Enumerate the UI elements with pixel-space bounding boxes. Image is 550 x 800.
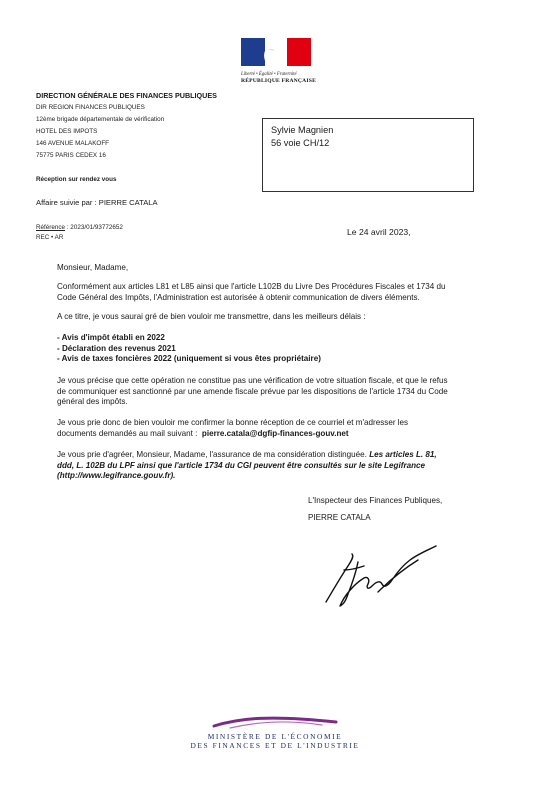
list-item: - Avis de taxes foncières 2022 (uniquement si vous êtes propriétaire) <box>57 354 321 364</box>
paragraph-confirmation-line-2 <box>57 429 408 440</box>
paragraph-warning <box>57 376 448 408</box>
recipient-address: 56 voie CH/12 <box>271 138 330 148</box>
legifrance-note-start: Les articles L. 81, <box>369 450 437 459</box>
paragraph-confirmation-line-1: Je vous prie donc de bien vouloir me confirmer la bonne réception de ce courriel et m'adresser les <box>57 418 409 427</box>
sender-line-3: HOTEL DES IMPOTS <box>36 128 98 135</box>
reference-line <box>36 224 123 231</box>
sender-line-2: 12ème brigade départementale de vérification <box>36 116 165 123</box>
sender-line-1: DIR REGION FINANCES PUBLIQUES <box>36 104 145 111</box>
email-address[interactable]: pierre.catala@dgfip-finances-gouv.net <box>201 428 349 438</box>
legifrance-note-line-2: ddd, L. 102B du LPF ainsi que l'article 1734 du CGI peuvent être consultés sur le site Legifrance <box>57 460 426 470</box>
ministry-footer <box>0 716 550 750</box>
letter-date: Le 24 avril 2023, <box>347 227 411 237</box>
sender-direction: DIRECTION GÉNÉRALE DES FINANCES PUBLIQUES <box>36 91 217 100</box>
republic-name: RÉPUBLIQUE FRANÇAISE <box>241 78 317 84</box>
paragraph-closing <box>57 450 437 482</box>
ministry-ribbon-icon <box>210 716 340 730</box>
requested-documents-list <box>57 333 321 365</box>
sender-line-4: 146 AVENUE MALAKOFF <box>36 140 110 147</box>
paragraph-legal-basis-line-1: Conformément aux articles L81 et L85 ainsi que l'article L102B du Livre Des Procédures Fiscales et 1734 du <box>57 282 446 291</box>
paragraph-warning-line-3: général des impôts. <box>57 397 128 407</box>
signatory-name: PIERRE CATALA <box>308 513 371 522</box>
email-prefix: documents demandés au mail suivant : <box>57 428 198 438</box>
paragraph-confirmation <box>57 418 408 439</box>
republique-francaise-logo <box>241 38 317 84</box>
paragraph-warning-line-2: de communiquer est sanctionné par une amende fiscale prévue par les dispositions de l'article 1734 du Code <box>57 386 448 396</box>
republic-motto: Liberté • Égalité • Fraternité <box>241 72 297 77</box>
recipient-name: Sylvie Magnien <box>271 125 334 135</box>
handwritten-signature <box>318 540 458 610</box>
reference-label: Référence <box>36 224 66 231</box>
closing-formula: Je vous prie d'agréer, Monsieur, Madame, l'assurance de ma considération distinguée. <box>57 450 367 459</box>
ministry-name-line-1: MINISTÈRE DE L'ÉCONOMIE <box>207 732 343 741</box>
list-item: - Avis d'impôt établi en 2022 <box>57 333 165 342</box>
paragraph-warning-line-1: Je vous précise que cette opération ne constitue pas une vérification de votre situation fiscale, et que le refus <box>57 376 448 385</box>
reception-note: Réception sur rendez vous <box>36 176 117 183</box>
salutation: Monsieur, Madame, <box>57 263 129 272</box>
affaire-suivie: Affaire suivie par : PIERRE CATALA <box>36 198 158 207</box>
paragraph-legal-basis-line-2: Code Général des Impôts, l'Administration est autorisée à obtenir communication de divers éléments. <box>57 292 420 302</box>
legifrance-note-line-3[interactable]: (http://www.legifrance.gouv.fr). <box>57 471 176 481</box>
paragraph-request: A ce titre, je vous saurai gré de bien vouloir me transmettre, dans les meilleurs délais : <box>57 312 366 321</box>
signatory-title: L'Inspecteur des Finances Publiques, <box>308 496 443 505</box>
paragraph-legal-basis <box>57 282 445 303</box>
marianne-flag-icon <box>241 38 311 66</box>
rec-ar: REC • AR <box>36 234 64 241</box>
recipient-address-box <box>262 118 474 192</box>
sender-line-5: 75775 PARIS CEDEX 16 <box>36 152 106 159</box>
paragraph-closing-line-1 <box>57 450 437 461</box>
ministry-name-line-2: DES FINANCES ET DE L'INDUSTRIE <box>190 741 360 750</box>
reference-value: : 2023/01/93772652 <box>65 224 123 231</box>
list-item: - Déclaration des revenus 2021 <box>57 343 176 353</box>
